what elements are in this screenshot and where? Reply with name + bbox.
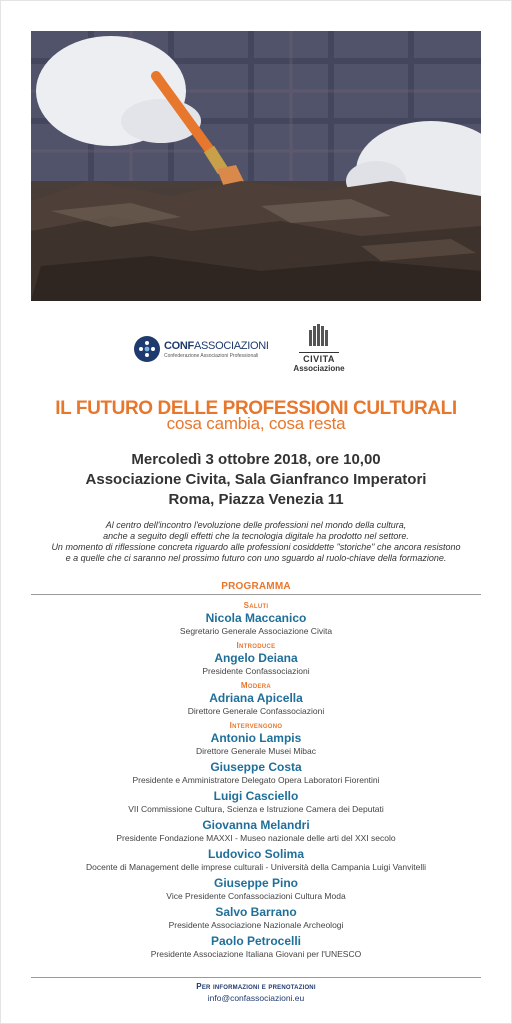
intro-line: Un momento di riflessione concreta riguardo alle professioni cosiddette "storiche" che ancora resistono: [51, 542, 461, 552]
divider: [31, 594, 481, 595]
civita-logo: [289, 322, 349, 373]
programma-heading: PROGRAMMA: [221, 581, 291, 592]
speaker-name: Luigi Casciello: [213, 789, 299, 803]
speaker-title: Presidente Associazione Nazionale Archeologi: [168, 920, 344, 930]
intro-line: e a quelle che ci saranno nel prossimo futuro con uno sguardo al ruolo-chiave della formazione.: [65, 553, 447, 563]
program-item: [0, 847, 512, 873]
program-item: [0, 760, 512, 786]
program-role: Intervengono: [229, 721, 283, 730]
confassociazioni-logo: [134, 336, 269, 362]
confassociazioni-tagline: Confederazione Associazioni Professionali: [164, 352, 259, 359]
program-item: [0, 876, 512, 902]
intro-text: [0, 520, 512, 564]
confassociazioni-wordmark: CONFASSOCIAZIONI: [164, 339, 269, 352]
event-venue: Associazione Civita, Sala Gianfranco Imperatori: [85, 471, 427, 488]
speaker-name: Angelo Deiana: [214, 651, 298, 665]
logos-row: [0, 320, 512, 380]
hero-photo: [31, 31, 481, 301]
event-date: Mercoledì 3 ottobre 2018, ore 10,00: [131, 451, 381, 468]
divider: [31, 977, 481, 978]
speaker-name: Salvo Barrano: [215, 905, 297, 919]
archaeology-brush-illustration: [31, 31, 481, 301]
program-list: [0, 600, 512, 960]
program-role: Introduce: [236, 641, 276, 650]
event-details: [0, 450, 512, 510]
program-item: [0, 680, 512, 717]
speaker-title: Direttore Generale Musei Mibac: [196, 746, 316, 756]
program-item: [0, 905, 512, 931]
info-heading: Per informazioni e prenotazioni: [196, 982, 316, 991]
contact-email-link[interactable]: info@confassociazioni.eu: [207, 993, 305, 1003]
intro-line: Al centro dell'incontro l'evoluzione delle professioni nel mondo della cultura,: [105, 520, 407, 530]
speaker-title: Vice Presidente Confassociazioni Cultura Moda: [166, 891, 346, 901]
speaker-title: Direttore Generale Confassociazioni: [187, 706, 325, 716]
program-item: [0, 720, 512, 757]
program-role: Saluti: [243, 601, 269, 610]
speaker-title: Segretario Generale Associazione Civita: [179, 626, 333, 636]
program-item: [0, 600, 512, 637]
program-item: [0, 818, 512, 844]
program-item: [0, 640, 512, 677]
speaker-name: Nicola Maccanico: [205, 611, 307, 625]
speaker-title: VII Commissione Cultura, Scienza e Istruzione Camera dei Deputati: [128, 804, 384, 814]
speaker-title: Presidente Fondazione MAXXI - Museo nazionale delle arti del XXI secolo: [116, 833, 396, 843]
program-item: [0, 789, 512, 815]
speaker-title: Docente di Management delle imprese culturali - Università della Campania Luigi Vanvitelli: [85, 862, 426, 872]
speaker-name: Adriana Apicella: [209, 691, 303, 705]
speaker-name: Antonio Lampis: [210, 731, 302, 745]
speaker-name: Giovanna Melandri: [202, 818, 310, 832]
speaker-title: Presidente e Amministratore Delegato Opera Laboratori Fiorentini: [132, 775, 380, 785]
speaker-name: Giuseppe Costa: [210, 760, 302, 774]
civita-columns-icon: [301, 322, 337, 346]
speaker-title: Presidente Confassociazioni: [202, 666, 310, 676]
speaker-name: Ludovico Solima: [207, 847, 304, 861]
event-address: Roma, Piazza Venezia 11: [168, 491, 344, 508]
civita-wordmark: CIVITA: [299, 352, 339, 364]
speaker-title: Presidente Associazione Italiana Giovani per l'UNESCO: [150, 949, 362, 959]
confassociazioni-emblem-icon: [134, 336, 160, 362]
intro-line: anche a seguito degli effetti che la tecnologia digitale ha prodotto nel settore.: [103, 531, 409, 541]
program-item: [0, 934, 512, 960]
civita-subtitle: Associazione: [293, 364, 345, 373]
speaker-name: Paolo Petrocelli: [210, 934, 302, 948]
speaker-name: Giuseppe Pino: [213, 876, 298, 890]
event-subtitle: cosa cambia, cosa resta: [166, 414, 346, 433]
event-title: IL FUTURO DELLE PROFESSIONI CULTURALI: [55, 398, 457, 419]
program-role: Modera: [240, 681, 272, 690]
